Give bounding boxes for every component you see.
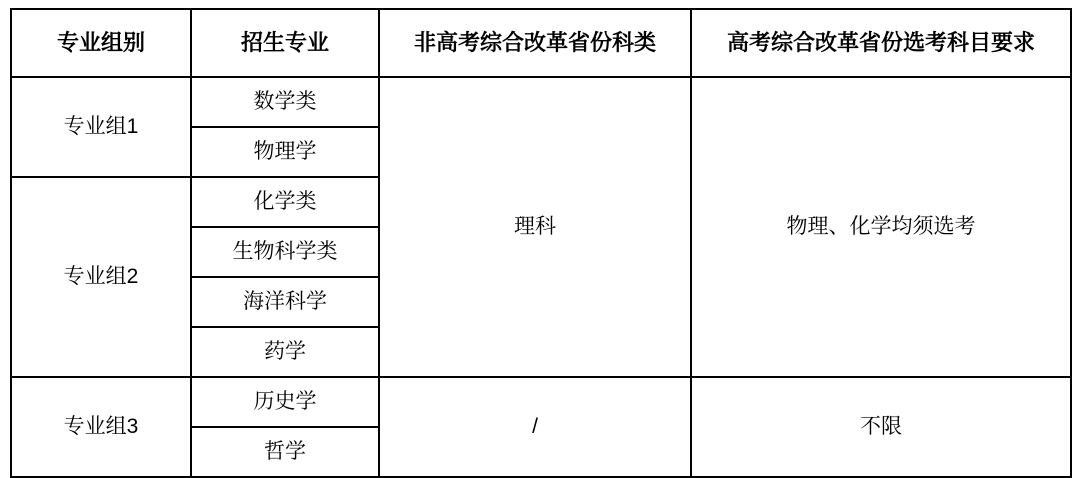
header-group: 专业组别 <box>11 9 191 77</box>
subject-category-science: 理科 <box>379 77 691 377</box>
table-header <box>11 9 1071 77</box>
table-row <box>11 377 1071 427</box>
major-cell: 物理学 <box>191 127 379 177</box>
major-cell: 数学类 <box>191 77 379 127</box>
header-requirement: 高考综合改革省份选考科目要求 <box>691 9 1071 77</box>
major-cell: 海洋科学 <box>191 277 379 327</box>
header-major: 招生专业 <box>191 9 379 77</box>
major-cell: 药学 <box>191 327 379 377</box>
requirement-science: 物理、化学均须选考 <box>691 77 1071 377</box>
requirement-none: 不限 <box>691 377 1071 477</box>
table-body <box>11 77 1071 477</box>
header-subject-category: 非高考综合改革省份科类 <box>379 9 691 77</box>
subject-category-none: / <box>379 377 691 477</box>
group-cell-1: 专业组1 <box>11 77 191 177</box>
major-cell: 化学类 <box>191 177 379 227</box>
table-header-row <box>11 9 1071 77</box>
major-cell: 哲学 <box>191 427 379 477</box>
major-cell: 历史学 <box>191 377 379 427</box>
majors-table <box>10 8 1072 478</box>
group-cell-3: 专业组3 <box>11 377 191 477</box>
table-row <box>11 77 1071 127</box>
major-cell: 生物科学类 <box>191 227 379 277</box>
group-cell-2: 专业组2 <box>11 177 191 377</box>
